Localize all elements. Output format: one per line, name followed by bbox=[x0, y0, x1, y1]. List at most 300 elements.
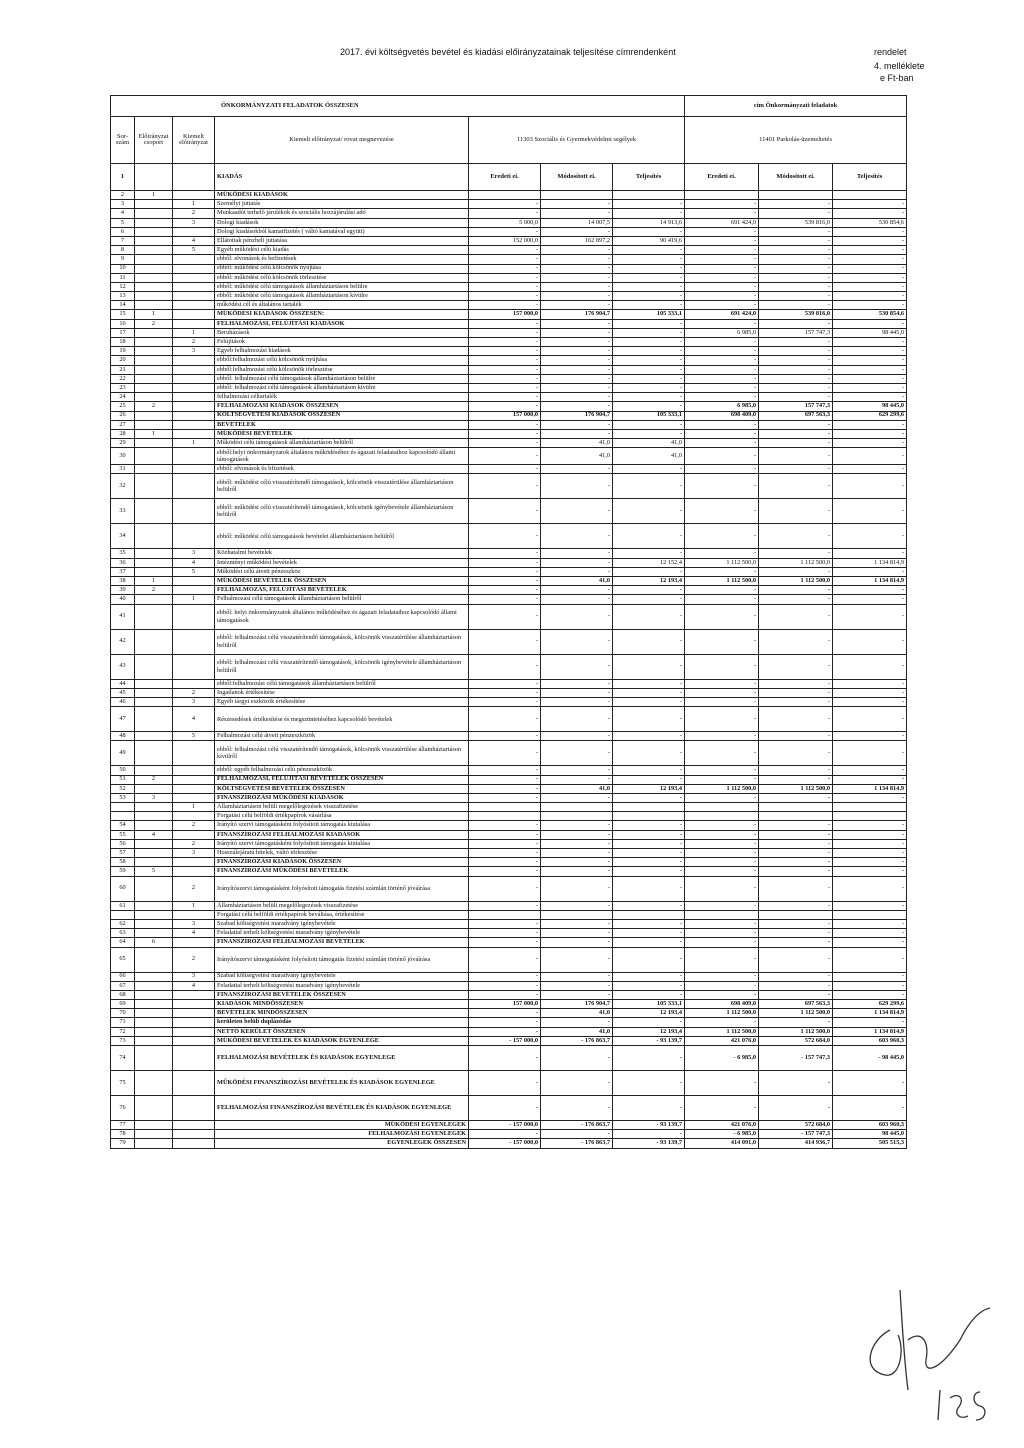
col-teljesites-1: Teljesítés bbox=[613, 164, 685, 191]
row-value: - bbox=[541, 1046, 613, 1071]
row-value: - bbox=[685, 383, 759, 392]
row-kiemelt: 1 bbox=[173, 803, 215, 812]
row-number: 13 bbox=[111, 292, 135, 301]
row-value: - bbox=[541, 876, 613, 901]
row-label: FINANSZÍROZÁSI MŰKÖDÉSI KIADÁSOK bbox=[215, 793, 469, 802]
row-value: 1 134 814,9 bbox=[833, 1009, 907, 1018]
row-value: 12 152,4 bbox=[613, 558, 685, 567]
row-kiemelt bbox=[173, 938, 215, 947]
row-value: 157 000,0 bbox=[469, 411, 541, 420]
row-number: 34 bbox=[111, 524, 135, 549]
row-csoport bbox=[135, 420, 173, 429]
table-row bbox=[111, 629, 907, 654]
row-csoport bbox=[135, 679, 173, 688]
row-value: - bbox=[759, 292, 833, 301]
row-value: - bbox=[759, 595, 833, 604]
row-kiemelt bbox=[173, 1096, 215, 1121]
row-label: felhalmozási céltartalék bbox=[215, 393, 469, 402]
row-value: - bbox=[833, 1071, 907, 1096]
row-value: 1 112 500,0 bbox=[685, 577, 759, 586]
row-value: - bbox=[469, 246, 541, 255]
row-value: - bbox=[613, 775, 685, 784]
row-value: - bbox=[759, 793, 833, 802]
row-value: - bbox=[613, 301, 685, 310]
row-kiemelt bbox=[173, 227, 215, 236]
row-value: - bbox=[541, 990, 613, 999]
row-value: - bbox=[541, 629, 613, 654]
table-row bbox=[111, 830, 907, 839]
table-row bbox=[111, 499, 907, 524]
row-label: ebből: helyi önkormányzatok általános működéséhez és ágazati feladataihoz kapcsolódó állami támogatások bbox=[215, 604, 469, 629]
row-kiemelt bbox=[173, 784, 215, 793]
row-kiemelt bbox=[173, 411, 215, 420]
row-number: 38 bbox=[111, 577, 135, 586]
row-label: Államháztartáson belüli megelőlegezések visszafizetése bbox=[215, 901, 469, 910]
row-number: 54 bbox=[111, 821, 135, 830]
row-value bbox=[759, 803, 833, 812]
row-label: Feladattal terhelt költségvetési maradvány igénybevétele bbox=[215, 981, 469, 990]
row-value bbox=[541, 910, 613, 919]
row-csoport bbox=[135, 1096, 173, 1121]
row-value: 41,0 bbox=[613, 439, 685, 448]
row-value: - 157 747,3 bbox=[759, 1130, 833, 1139]
row-value: - bbox=[759, 474, 833, 499]
row-number: 68 bbox=[111, 990, 135, 999]
row-kiemelt bbox=[173, 604, 215, 629]
row-label: MŰKÖDÉSI FINANSZÍROZÁSI BEVÉTELEK ÉS KIADÁSOK EGYENLEGE bbox=[215, 1071, 469, 1096]
row-label: Irányítószervi támogatásként folyósított támogatás fizetési számlán történő jóváírása bbox=[215, 876, 469, 901]
row-value: - bbox=[685, 200, 759, 209]
row-number: 14 bbox=[111, 301, 135, 310]
row-value: 1 112 500,0 bbox=[685, 1009, 759, 1018]
row-value: - bbox=[685, 465, 759, 474]
row-value: - bbox=[469, 577, 541, 586]
row-number: 39 bbox=[111, 586, 135, 595]
row-value: - bbox=[833, 972, 907, 981]
row-value: - bbox=[685, 365, 759, 374]
row-number: 51 bbox=[111, 775, 135, 784]
row-csoport: 4 bbox=[135, 830, 173, 839]
row-csoport bbox=[135, 990, 173, 999]
table-row bbox=[111, 1071, 907, 1096]
row-value: 162 897,2 bbox=[541, 236, 613, 245]
row-label: ebből:felhalmozási célú kölcsönök törlesztése bbox=[215, 365, 469, 374]
row-value: - bbox=[469, 1018, 541, 1027]
row-number: 9 bbox=[111, 255, 135, 264]
row-number: 70 bbox=[111, 1009, 135, 1018]
row-number: 76 bbox=[111, 1096, 135, 1121]
row-csoport bbox=[135, 972, 173, 981]
row-value: - bbox=[759, 246, 833, 255]
row-value bbox=[833, 191, 907, 200]
row-csoport bbox=[135, 227, 173, 236]
row-csoport bbox=[135, 439, 173, 448]
row-value: - bbox=[759, 347, 833, 356]
row-value: - bbox=[833, 465, 907, 474]
row-value: - bbox=[685, 732, 759, 741]
row-value: - bbox=[541, 849, 613, 858]
row-label: FELHALMOZÁS, FELÚJÍTÁSI BEVÉTELEK bbox=[215, 586, 469, 595]
row-value: - bbox=[469, 821, 541, 830]
row-number: 6 bbox=[111, 227, 135, 236]
row-csoport: 1 bbox=[135, 577, 173, 586]
table-row bbox=[111, 420, 907, 429]
row-value: - bbox=[469, 586, 541, 595]
row-value: - bbox=[541, 858, 613, 867]
row-number: 48 bbox=[111, 732, 135, 741]
row-kiemelt: 3 bbox=[173, 849, 215, 858]
row-value: - bbox=[469, 867, 541, 876]
row-value: - bbox=[833, 429, 907, 438]
row-label: Közhatalmi bevételek bbox=[215, 549, 469, 558]
row-value: - bbox=[759, 919, 833, 928]
col-modositott-2: Módosított ei. bbox=[759, 164, 833, 191]
row-value: - bbox=[469, 697, 541, 706]
row-value: 530 854,6 bbox=[833, 218, 907, 227]
row-value: 98 445,0 bbox=[833, 328, 907, 337]
row-kiemelt: 5 bbox=[173, 567, 215, 576]
row-number: 20 bbox=[111, 356, 135, 365]
table-row bbox=[111, 200, 907, 209]
row-value: - bbox=[833, 595, 907, 604]
row-value: 1 134 814,9 bbox=[833, 558, 907, 567]
row-value: - bbox=[759, 524, 833, 549]
row-csoport: 2 bbox=[135, 319, 173, 328]
row-value: - bbox=[613, 499, 685, 524]
row-value: 41,0 bbox=[541, 448, 613, 465]
row-value: - 157 747,3 bbox=[759, 1046, 833, 1071]
row-value: 14 913,6 bbox=[613, 218, 685, 227]
kiadas-label: KIADÁS bbox=[215, 164, 469, 191]
row-value: - bbox=[613, 839, 685, 848]
table-row bbox=[111, 981, 907, 990]
row-csoport bbox=[135, 264, 173, 273]
row-value: - bbox=[613, 766, 685, 775]
row-kiemelt bbox=[173, 654, 215, 679]
row-value: - bbox=[469, 420, 541, 429]
table-row bbox=[111, 383, 907, 392]
row-value: 1 134 814,9 bbox=[833, 577, 907, 586]
row-csoport bbox=[135, 200, 173, 209]
row-kiemelt bbox=[173, 577, 215, 586]
table-row bbox=[111, 849, 907, 858]
rendelet-label: rendelet bbox=[874, 47, 907, 57]
row-value: - bbox=[685, 867, 759, 876]
row-kiemelt bbox=[173, 766, 215, 775]
row-value: - bbox=[541, 474, 613, 499]
row-value: - bbox=[541, 301, 613, 310]
row-value: - bbox=[759, 741, 833, 766]
row-csoport bbox=[135, 218, 173, 227]
row-value: - bbox=[759, 1096, 833, 1121]
row-value: - bbox=[613, 830, 685, 839]
table-row bbox=[111, 439, 907, 448]
row-number: 17 bbox=[111, 328, 135, 337]
table-row bbox=[111, 929, 907, 938]
row-value: - bbox=[833, 301, 907, 310]
row-value: - bbox=[469, 938, 541, 947]
row-csoport: 1 bbox=[135, 310, 173, 319]
row-value: - bbox=[613, 1018, 685, 1027]
row-value: - bbox=[833, 365, 907, 374]
row-value: - 93 139,7 bbox=[613, 1121, 685, 1130]
row-value: - bbox=[469, 374, 541, 383]
row-value: - bbox=[685, 947, 759, 972]
row-value: - bbox=[469, 793, 541, 802]
row-kiemelt bbox=[173, 474, 215, 499]
row-value: - bbox=[469, 365, 541, 374]
row-value: 603 960,3 bbox=[833, 1036, 907, 1045]
row-label: ebből:helyi önkormányzatok általános működéséhez és ágazati feladataihoz kapcsolódó állami támogatások bbox=[215, 448, 469, 465]
row-value bbox=[833, 910, 907, 919]
row-value: - bbox=[759, 227, 833, 236]
row-csoport bbox=[135, 595, 173, 604]
row-number: 59 bbox=[111, 867, 135, 876]
melleklet-label: 4. melléklete bbox=[874, 61, 925, 71]
row-value: - bbox=[685, 264, 759, 273]
row-value: - bbox=[833, 319, 907, 328]
row-kiemelt bbox=[173, 990, 215, 999]
row-value: - bbox=[833, 876, 907, 901]
row-value: - bbox=[541, 393, 613, 402]
table-row bbox=[111, 273, 907, 282]
row-value: 691 424,0 bbox=[685, 310, 759, 319]
row-value: - bbox=[833, 821, 907, 830]
row-value: - bbox=[613, 679, 685, 688]
row-number: 77 bbox=[111, 1121, 135, 1130]
table-row bbox=[111, 292, 907, 301]
table-row bbox=[111, 328, 907, 337]
table-header-row-2 bbox=[111, 117, 907, 164]
row-value: 530 854,6 bbox=[833, 310, 907, 319]
row-csoport bbox=[135, 567, 173, 576]
row-value: - bbox=[833, 439, 907, 448]
table-row bbox=[111, 901, 907, 910]
row-value: - bbox=[469, 1071, 541, 1096]
row-value: - bbox=[685, 301, 759, 310]
row-kiemelt bbox=[173, 1018, 215, 1027]
row-value: 698 409,0 bbox=[685, 1000, 759, 1009]
row-value: - bbox=[685, 595, 759, 604]
row-value: - bbox=[469, 876, 541, 901]
row-value: - bbox=[541, 679, 613, 688]
row-value: 105 333,1 bbox=[613, 411, 685, 420]
row-number: 60 bbox=[111, 876, 135, 901]
row-value: - bbox=[469, 200, 541, 209]
table-row bbox=[111, 732, 907, 741]
row-value bbox=[685, 910, 759, 919]
row-value: - bbox=[685, 338, 759, 347]
row-value: - bbox=[541, 567, 613, 576]
row-value: 414 091,0 bbox=[685, 1139, 759, 1148]
row-value: - bbox=[541, 328, 613, 337]
row-value: - bbox=[613, 347, 685, 356]
row-kiemelt bbox=[173, 319, 215, 328]
row-value: - 176 863,7 bbox=[541, 1139, 613, 1148]
row-label: FELHALMOZÁSI, FELÚJÍTÁSI BEVÉTELEK ÖSSZESEN bbox=[215, 775, 469, 784]
row-value: - 98 445,0 bbox=[833, 1046, 907, 1071]
row-label: Ingatlanok értékesítése bbox=[215, 688, 469, 697]
row-csoport bbox=[135, 347, 173, 356]
row-value: - bbox=[759, 273, 833, 282]
row-kiemelt bbox=[173, 465, 215, 474]
row-value: - bbox=[759, 766, 833, 775]
row-value: - bbox=[759, 876, 833, 901]
row-value: - bbox=[541, 1130, 613, 1139]
row-value: - bbox=[613, 292, 685, 301]
row-value: 152 000,0 bbox=[469, 236, 541, 245]
row-value: - bbox=[685, 697, 759, 706]
row-label: FINANSZÍROZÁSI MŰKÖDÉSI BEVÉTELEK bbox=[215, 867, 469, 876]
table-row bbox=[111, 310, 907, 319]
row-value: - bbox=[613, 586, 685, 595]
row-value: - bbox=[469, 1027, 541, 1036]
row-kiemelt: 2 bbox=[173, 947, 215, 972]
row-value: - bbox=[759, 629, 833, 654]
table-row bbox=[111, 654, 907, 679]
row-csoport bbox=[135, 282, 173, 291]
row-value: - bbox=[759, 839, 833, 848]
row-kiemelt bbox=[173, 1121, 215, 1130]
row-kiemelt bbox=[173, 910, 215, 919]
row-value: - bbox=[469, 766, 541, 775]
row-value: - bbox=[469, 595, 541, 604]
row-value: - bbox=[541, 499, 613, 524]
row-value: - 157 000,0 bbox=[469, 1139, 541, 1148]
row-value: - bbox=[685, 688, 759, 697]
row-csoport: 2 bbox=[135, 586, 173, 595]
row-value bbox=[685, 191, 759, 200]
row-number: 69 bbox=[111, 1000, 135, 1009]
row-value: 12 193,4 bbox=[613, 784, 685, 793]
row-value: 1 112 500,0 bbox=[685, 784, 759, 793]
row-value: - bbox=[541, 688, 613, 697]
row-value: - bbox=[833, 209, 907, 218]
row-value bbox=[469, 812, 541, 821]
row-kiemelt bbox=[173, 867, 215, 876]
row-value: - bbox=[759, 929, 833, 938]
table-row bbox=[111, 1027, 907, 1036]
table-row bbox=[111, 558, 907, 567]
row-kiemelt bbox=[173, 679, 215, 688]
row-label: Forgatási célú belföldi értékpapírok vásárlása bbox=[215, 812, 469, 821]
row-kiemelt bbox=[173, 310, 215, 319]
row-value: - bbox=[759, 707, 833, 732]
row-value: - bbox=[833, 732, 907, 741]
table-row bbox=[111, 218, 907, 227]
row-label: Irányító szervi támogatásként folyósított támogatás kiutalása bbox=[215, 821, 469, 830]
row-value: - bbox=[833, 919, 907, 928]
row-value: - bbox=[613, 227, 685, 236]
row-number: 11 bbox=[111, 273, 135, 282]
row-csoport bbox=[135, 654, 173, 679]
row-value: - bbox=[833, 383, 907, 392]
row-value: - bbox=[833, 236, 907, 245]
row-number: 71 bbox=[111, 1018, 135, 1027]
row-number: 7 bbox=[111, 236, 135, 245]
row-value: - bbox=[685, 292, 759, 301]
row-kiemelt: 3 bbox=[173, 697, 215, 706]
row-label: Ellátottak pénzbeli juttatása bbox=[215, 236, 469, 245]
row-kiemelt bbox=[173, 255, 215, 264]
row-value: - bbox=[613, 365, 685, 374]
row-csoport bbox=[135, 1121, 173, 1130]
row-value: - bbox=[613, 947, 685, 972]
row-value: - bbox=[833, 524, 907, 549]
row-number: 43 bbox=[111, 654, 135, 679]
row-value: - bbox=[613, 273, 685, 282]
row-value: - bbox=[685, 876, 759, 901]
row-label: Dologi kiadások bbox=[215, 218, 469, 227]
table-row bbox=[111, 474, 907, 499]
row-value: 1 112 500,0 bbox=[759, 784, 833, 793]
row-label: FINANSZÍROZÁSI BEVÉTELEK ÖSSZESEN bbox=[215, 990, 469, 999]
row-kiemelt: 2 bbox=[173, 876, 215, 901]
row-label: Szabad költségvetési maradvány igénybevétele bbox=[215, 919, 469, 928]
row-value: - bbox=[541, 972, 613, 981]
row-kiemelt: 1 bbox=[173, 328, 215, 337]
row-value bbox=[541, 812, 613, 821]
row-value: - bbox=[541, 347, 613, 356]
row-csoport bbox=[135, 328, 173, 337]
row-label: FINANSZÍROZÁSI FELHALMOZÁSI BEVÉTELEK bbox=[215, 938, 469, 947]
row-value: - bbox=[759, 255, 833, 264]
row-value: - bbox=[833, 741, 907, 766]
table-row bbox=[111, 1139, 907, 1148]
row-value: - bbox=[685, 972, 759, 981]
row-value: - bbox=[613, 393, 685, 402]
row-value: - bbox=[759, 688, 833, 697]
row-value: - bbox=[541, 1071, 613, 1096]
row-label: KÖLTSÉGVETÉSI KIADÁSOK ÖSSZESEN bbox=[215, 411, 469, 420]
row-value: - bbox=[685, 741, 759, 766]
row-value: - bbox=[833, 338, 907, 347]
row-kiemelt bbox=[173, 1130, 215, 1139]
table-row bbox=[111, 938, 907, 947]
row-value: - bbox=[833, 654, 907, 679]
table-row bbox=[111, 365, 907, 374]
row-value: - bbox=[469, 972, 541, 981]
col-sorszam: Sor-szám bbox=[111, 117, 135, 164]
row-csoport: 3 bbox=[135, 793, 173, 802]
table-row bbox=[111, 338, 907, 347]
table-row bbox=[111, 688, 907, 697]
row-value: 12 193,4 bbox=[613, 1009, 685, 1018]
row-value: 98 445,0 bbox=[833, 402, 907, 411]
row-label: FELHALMOZÁSI EGYENLEGEK bbox=[215, 1130, 469, 1139]
row-kiemelt bbox=[173, 812, 215, 821]
unit-label: e Ft-ban bbox=[880, 73, 914, 83]
row-label: Beruházások bbox=[215, 328, 469, 337]
row-kiemelt bbox=[173, 629, 215, 654]
row-value: - bbox=[469, 981, 541, 990]
row-value: - bbox=[685, 938, 759, 947]
row-number: 21 bbox=[111, 365, 135, 374]
row-value: - bbox=[685, 830, 759, 839]
row-value: - bbox=[613, 328, 685, 337]
col-eredeti-2: Eredeti ei. bbox=[685, 164, 759, 191]
row-value: - bbox=[469, 732, 541, 741]
row-value: - bbox=[759, 448, 833, 465]
row-value: - bbox=[685, 236, 759, 245]
row-value: - bbox=[541, 654, 613, 679]
table-row bbox=[111, 972, 907, 981]
row-value: - bbox=[685, 567, 759, 576]
document-title: 2017. évi költségvetés bevétel és kiadási előirányzatainak teljesítése címrendenként bbox=[340, 47, 676, 57]
row-value: - bbox=[541, 402, 613, 411]
row-csoport bbox=[135, 688, 173, 697]
row-value: - bbox=[469, 558, 541, 567]
